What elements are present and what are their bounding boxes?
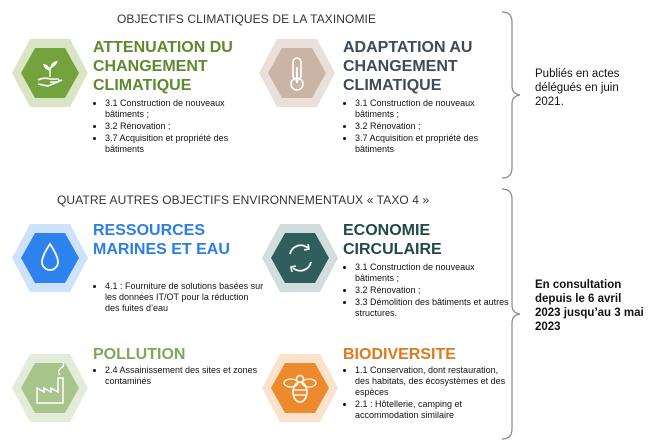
list-item: • 3.2 Rénovation ; xyxy=(355,285,513,296)
list-item: • 3.7 Acquisition et propriété des bâtiments xyxy=(105,133,265,155)
list-item: • 2.1 : Hôtellerie, camping et accommodation similaire xyxy=(355,399,513,421)
side-note-published: Publiés en actes délégués en juin 2021. xyxy=(535,68,620,108)
list-item: • 3.1 Construction de nouveaux bâtiments ; xyxy=(105,98,265,120)
side-note-consultation: En consultation depuis le 6 avril 2023 jusqu’au 3 mai 2023 xyxy=(535,279,644,333)
list-item: • 3.1 Construction de nouveaux bâtiments ; xyxy=(355,262,513,284)
objective-title: BIODIVERSITE xyxy=(343,346,456,363)
factory-icon xyxy=(10,348,90,428)
objective-activity-list xyxy=(93,365,265,388)
list-item: • 2.4 Assainissement des sites et zones contaminés xyxy=(105,365,265,387)
objective-activity-list xyxy=(343,262,513,320)
section-title-climate: OBJECTIFS CLIMATIQUES DE LA TAXINOMIE xyxy=(117,12,377,26)
objective-activity-list xyxy=(93,281,265,315)
objective-title: POLLUTION xyxy=(93,346,186,363)
thermometer-icon xyxy=(257,33,337,113)
section-title-taxo4: QUATRE AUTRES OBJECTIFS ENVIRONNEMENTAUX « TAXO 4 » xyxy=(57,193,430,207)
objective-title: ATTENUATION DU CHANGEMENT CLIMATIQUE xyxy=(93,39,233,94)
objective-title: ECONOMIE CIRCULAIRE xyxy=(343,222,442,258)
recycle-arrows-icon xyxy=(260,218,340,298)
objective-activity-list xyxy=(343,98,513,156)
bee-icon xyxy=(260,348,340,428)
list-item: • 1.1 Conservation, dont restauration, des habitats, des écosystèmes et des espèces xyxy=(355,365,513,398)
objective-activity-list xyxy=(343,365,513,422)
list-item: • 3.2 Rénovation ; xyxy=(355,121,513,132)
objective-title: ADAPTATION AU CHANGEMENT CLIMATIQUE xyxy=(343,39,473,94)
objective-title: RESSOURCES MARINES ET EAU xyxy=(93,222,230,258)
list-item: • 4.1 : Fourniture de solutions basées sur les données IT/OT pour la réduction des fuites d’eau xyxy=(105,281,265,314)
list-item: • 3.1 Construction de nouveaux bâtiments ; xyxy=(355,98,513,120)
plant-in-hand-icon xyxy=(10,33,90,113)
list-item: • 3.2 Rénovation ; xyxy=(105,121,265,132)
list-item: • 3.3 Démolition des bâtiments et autres structures. xyxy=(355,297,513,319)
water-drop-icon xyxy=(10,218,90,298)
list-item: • 3.7 Acquisition et propriété des bâtiments xyxy=(355,133,513,155)
objective-activity-list xyxy=(93,98,265,156)
